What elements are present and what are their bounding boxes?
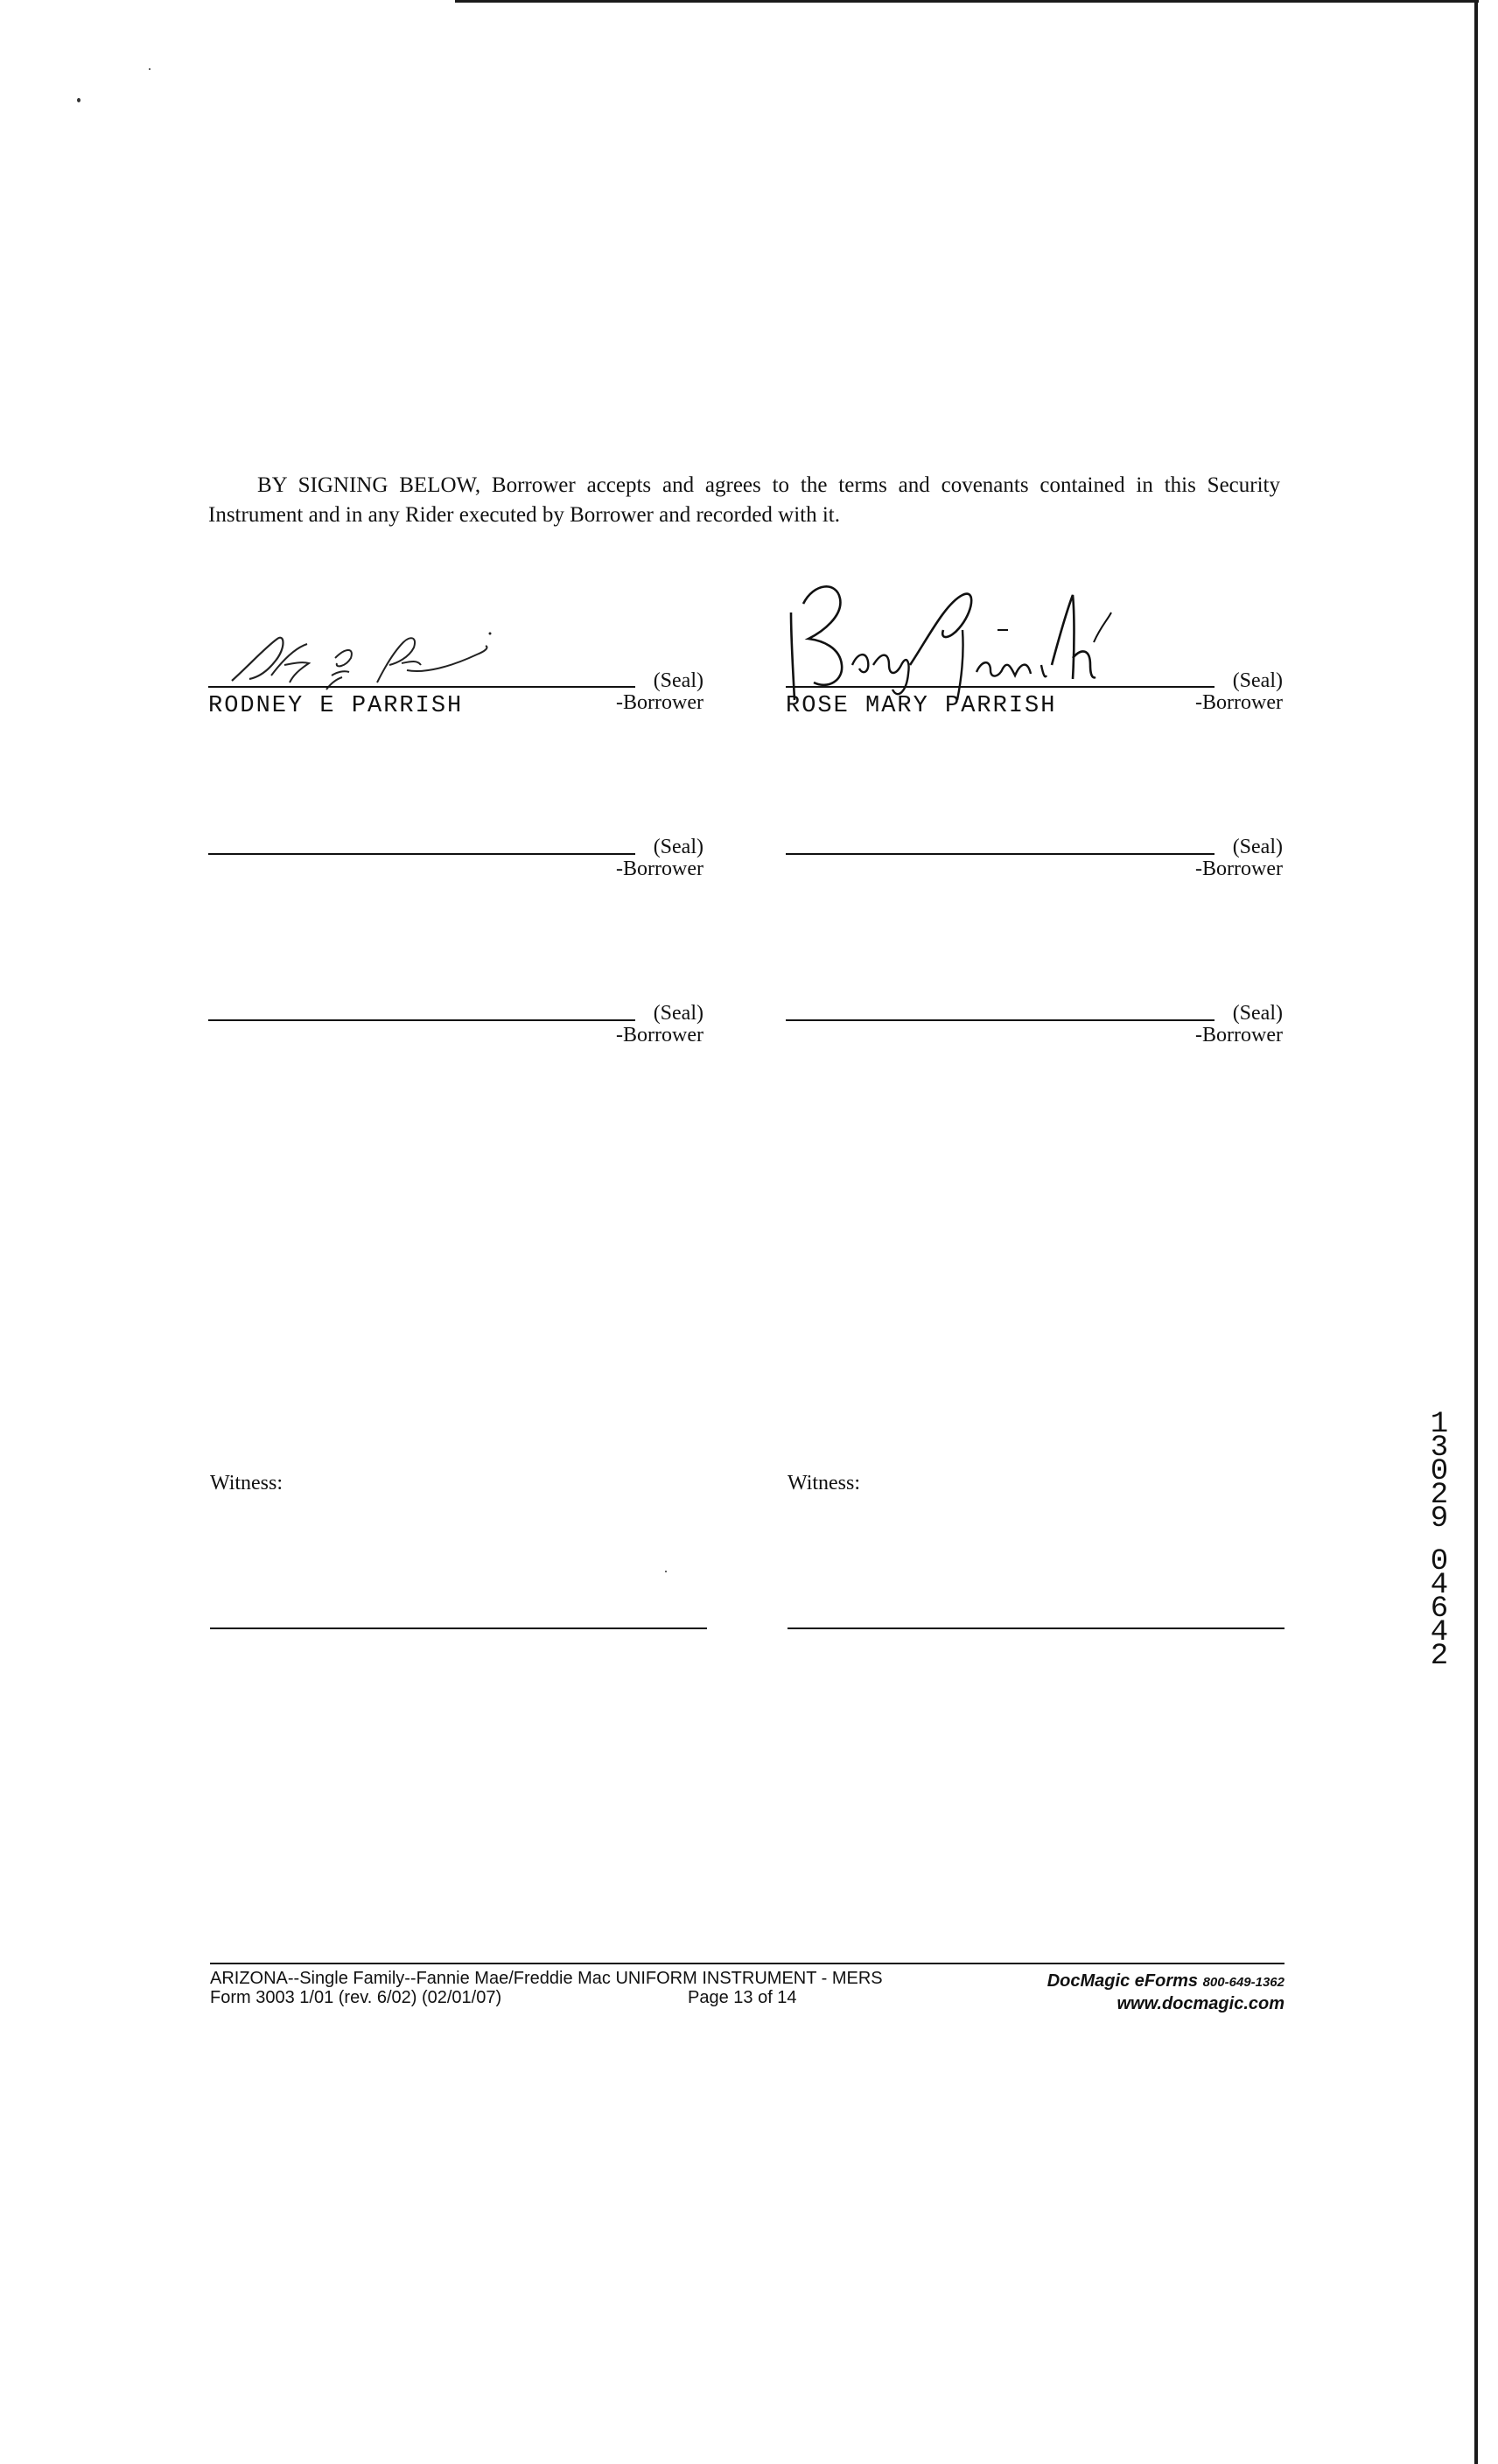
scan-speck: [77, 98, 80, 102]
stamp-digit: 9: [1430, 1502, 1449, 1536]
scan-border-top: [455, 0, 1479, 3]
borrower-label: -Borrower: [616, 858, 704, 880]
signer-name: ROSE MARY PARRISH: [786, 693, 1057, 719]
signature-rodney-parrish: [223, 612, 512, 691]
signature-line: [786, 686, 1214, 688]
docmagic-branding: [971, 1970, 1284, 2014]
signature-line: [208, 686, 635, 688]
scan-speck: [665, 1571, 667, 1572]
borrower-label: -Borrower: [1195, 1024, 1283, 1046]
signature-rose-mary-parrish: [779, 578, 1129, 709]
stamp-digit: 3: [1430, 1432, 1449, 1465]
docmagic-brand-line: [971, 1970, 1284, 1993]
stamp-digit: 2: [1430, 1479, 1449, 1512]
seal-label: (Seal): [653, 1002, 704, 1025]
stamp-digit: 6: [1430, 1592, 1449, 1626]
witness-label: Witness:: [788, 1472, 861, 1494]
brand-website: www.docmagic.com: [1116, 1994, 1284, 2013]
recording-number-stamp: [1426, 1408, 1452, 1673]
stamp-digit: 2: [1430, 1640, 1449, 1673]
signature-line: [786, 853, 1214, 855]
scan-speck: [149, 68, 150, 70]
signature-line: [786, 1019, 1214, 1021]
footer-line-2: Form 3003 1/01 (rev. 6/02) (02/01/07): [210, 1988, 502, 2007]
signer-name: RODNEY E PARRISH: [208, 693, 464, 719]
stamp-digit: 0: [1430, 1545, 1449, 1578]
brand-phone: 800-649-1362: [1202, 1975, 1284, 1990]
seal-label: (Seal): [1232, 836, 1283, 858]
witness-signature-line: [788, 1628, 1284, 1629]
borrower-label: -Borrower: [616, 691, 704, 714]
scan-border-right: [1474, 0, 1478, 2464]
borrower-label: -Borrower: [1195, 858, 1283, 880]
brand-name: DocMagic: [1046, 1971, 1130, 1991]
signature-line: [208, 853, 635, 855]
signature-line: [208, 1019, 635, 1021]
seal-label: (Seal): [653, 836, 704, 858]
signing-statement: BY SIGNING BELOW, Borrower accepts and agrees to the terms and covenants contained in this Security Instrument and in any Rider executed by Borrower and recorded with it.: [208, 473, 1280, 527]
stamp-digit: 4: [1430, 1616, 1449, 1649]
footer-line-1: ARIZONA--Single Family--Fannie Mae/Freddie Mac UNIFORM INSTRUMENT - MERS: [210, 1969, 883, 1988]
stamp-digit: 1: [1430, 1408, 1449, 1441]
stamp-digit: 0: [1430, 1455, 1449, 1488]
seal-label: (Seal): [653, 669, 704, 692]
witness-label: Witness:: [210, 1472, 284, 1494]
seal-label: (Seal): [1232, 669, 1283, 692]
seal-label: (Seal): [1232, 1002, 1283, 1025]
footer-rule: [210, 1963, 1284, 1964]
brand-mark: eForms: [1134, 1971, 1199, 1991]
witness-signature-line: [210, 1628, 707, 1629]
page-number: Page 13 of 14: [688, 1988, 797, 2007]
borrower-label: -Borrower: [616, 1024, 704, 1046]
borrower-label: -Borrower: [1195, 691, 1283, 714]
stamp-digit: 4: [1430, 1569, 1449, 1602]
